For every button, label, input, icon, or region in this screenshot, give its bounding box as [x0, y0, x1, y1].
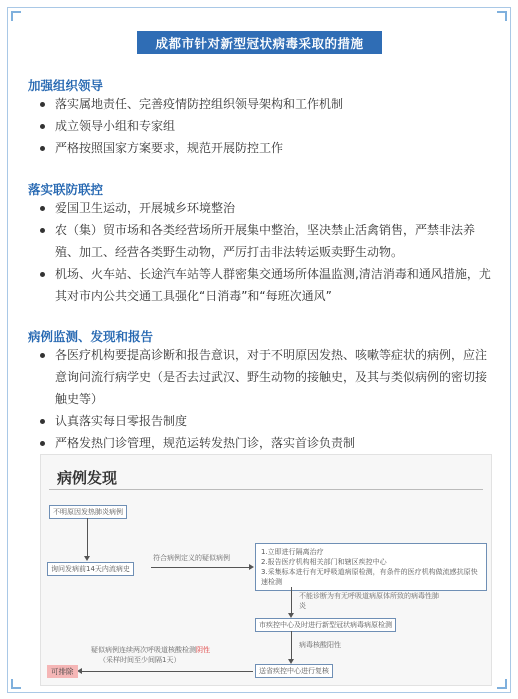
list-item: 各医疗机构要提高诊断和报告意识，对于不明原因发热、咳嗽等症状的病例，应注意询问流行病学史（是否去过武汉、野生动物的接触史，及其与类似病例的密切接触史等） [38, 344, 496, 410]
box-initial-actions [255, 543, 487, 591]
box-epidemiological-history: 询问发病前14天内流病史 [47, 562, 134, 576]
frame-corner [497, 679, 507, 689]
note-negative-test [91, 645, 210, 655]
frame-corner [497, 11, 507, 21]
connector [81, 671, 253, 672]
note-cannot-diagnose: 不能诊断为有无呼吸道病原体所致的病毒性肺炎 [299, 592, 439, 610]
flowchart-divider [49, 489, 483, 490]
frame-corner [11, 679, 21, 689]
box-exclude: 可排除 [47, 665, 78, 678]
connector [291, 587, 292, 615]
section-heading-joint-control: 落实联防联控 [28, 182, 104, 197]
arrow-right-icon [249, 564, 254, 570]
label-suspected-case: 符合病例定义的疑似病例 [153, 554, 230, 562]
action-item: 1.立即进行隔离治疗 [261, 548, 324, 556]
section-list-case-monitoring [38, 344, 496, 454]
note-negative-prefix: 疑似病例连续两次呼吸道核酸检测 [91, 646, 196, 654]
connector [151, 567, 251, 568]
box-provincial-review: 送省疾控中心进行复核 [255, 664, 333, 678]
arrow-down-icon [84, 556, 90, 561]
connector [291, 631, 292, 661]
arrow-left-icon [77, 668, 82, 674]
list-item: 爱国卫生运动，开展城乡环境整治 [38, 197, 496, 219]
list-item: 落实属地责任、完善疫情防控组织领导架构和工作机制 [38, 93, 496, 115]
section-heading-case-monitoring: 病例监测、发现和报告 [28, 329, 154, 344]
case-discovery-flowchart [40, 454, 492, 686]
box-municipal-cdc-test: 市疾控中心及时进行新型冠状病毒病原检测 [255, 618, 396, 632]
box-unexplained-pneumonia: 不明原因发热肺炎病例 [49, 505, 127, 519]
connector [87, 518, 88, 558]
list-item: 认真落实每日零报告制度 [38, 410, 496, 432]
section-list-leadership [38, 93, 496, 159]
section-list-joint-control [38, 197, 496, 307]
page-title: 成都市针对新型冠状病毒采取的措施 [137, 31, 382, 54]
label-nucleic-acid-positive: 病毒核酸阳性 [299, 641, 341, 649]
list-item: 严格按照国家方案要求，规范开展防控工作 [38, 137, 496, 159]
frame-corner [11, 11, 21, 21]
action-item: 3.采集标本进行有无呼吸道病原检测，有条件的医疗机构做流感抗原快速检测 [261, 568, 478, 586]
list-item: 机场、火车站、长途汽车站等人群密集交通场所体温监测,清洁消毒和通风措施，尤其对市内公共交通工具强化“日消毒”和“每班次通风” [38, 263, 496, 307]
action-item: 2.报告医疗机构相关部门和辖区疾控中心 [261, 558, 387, 566]
list-item: 农（集）贸市场和各类经营场所开展集中整治，坚决禁止活禽销售，严禁非法养殖、加工、经营各类野生动物，严厉打击非法转运贩卖野生动物。 [38, 219, 496, 263]
note-negative-word: 阴性 [196, 646, 210, 654]
list-item: 严格发热门诊管理，规范运转发热门诊，落实首诊负责制 [38, 432, 496, 454]
note-sampling-interval: （采样时间至少间隔1天） [99, 656, 181, 664]
section-heading-leadership: 加强组织领导 [28, 78, 104, 93]
flowchart-title: 病例发现 [57, 469, 118, 487]
list-item: 成立领导小组和专家组 [38, 115, 496, 137]
